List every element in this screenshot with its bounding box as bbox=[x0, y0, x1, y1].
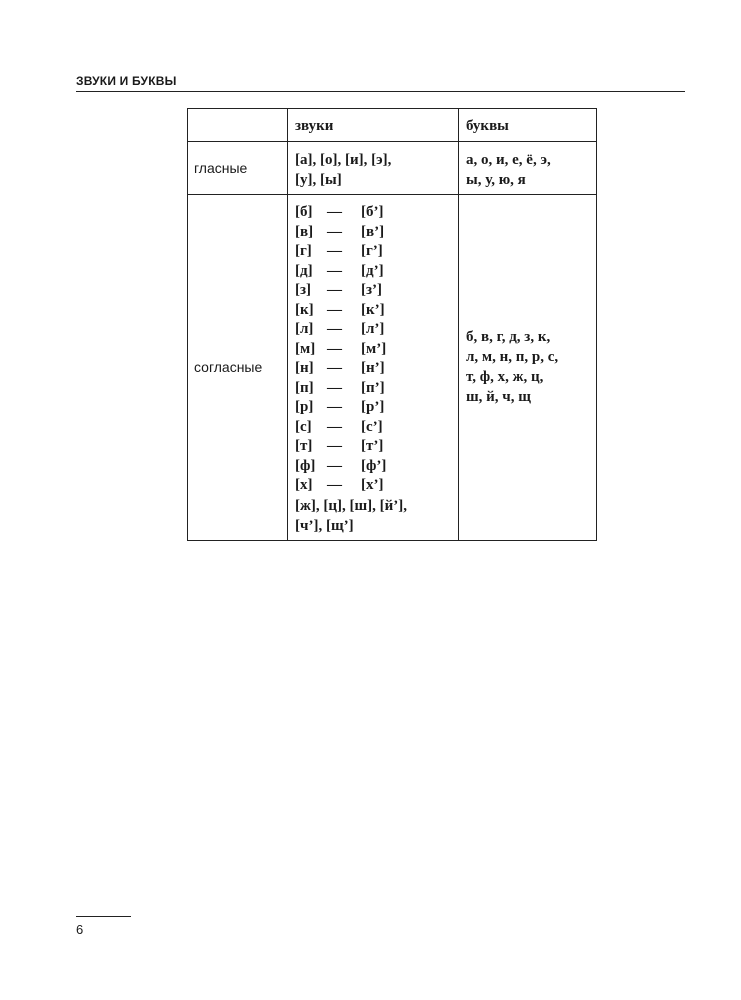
consonant-pair: [т] — [т’] bbox=[295, 438, 384, 454]
consonants-label: согласные bbox=[188, 195, 288, 541]
unpaired-consonants-line: [ч’], [щ’] bbox=[295, 517, 354, 534]
consonant-letters-line: б, в, г, д, з, к, bbox=[466, 329, 551, 346]
header-sounds: звуки bbox=[295, 118, 334, 134]
consonant-pair: [к] — [к’] bbox=[295, 301, 385, 318]
consonant-pair: [ф] — [ф’] bbox=[295, 457, 387, 474]
consonants-row bbox=[188, 195, 597, 541]
consonant-pair: [р] — [р’] bbox=[295, 399, 385, 415]
vowel-sounds-line: [у], [ы] bbox=[295, 172, 342, 188]
consonant-pair: [х] — [х’] bbox=[295, 477, 384, 493]
vowel-letters-line: а, о, и, е, ё, э, bbox=[466, 152, 551, 168]
vowels-label: гласные bbox=[188, 142, 288, 195]
consonant-pair: [н] — [н’] bbox=[295, 360, 385, 376]
footer-rule bbox=[76, 916, 131, 917]
page-number: 6 bbox=[76, 922, 84, 937]
consonant-pair: [л] — [л’] bbox=[295, 321, 385, 337]
vowel-letters-line: ы, у, ю, я bbox=[466, 172, 526, 188]
consonant-pair: [п] — [п’] bbox=[295, 379, 385, 396]
vowel-sounds-line: [а], [о], [и], [э], bbox=[295, 152, 392, 168]
header-letters: буквы bbox=[466, 118, 509, 134]
vowel-letters-cell bbox=[459, 142, 597, 195]
consonant-letters-line: ш, й, ч, щ bbox=[466, 389, 531, 406]
consonant-letters-line: т, ф, х, ж, ц, bbox=[466, 369, 544, 386]
consonant-pair: [г] — [г’] bbox=[295, 243, 383, 259]
header-sounds-cell bbox=[288, 109, 459, 142]
vowel-sounds-cell bbox=[288, 142, 459, 195]
consonant-sounds-cell bbox=[288, 195, 459, 541]
consonant-pair: [б] — [б’] bbox=[295, 204, 384, 220]
unpaired-consonants-line: [ж], [ц], [ш], [й’], bbox=[295, 497, 408, 514]
header-letters-cell bbox=[459, 109, 597, 142]
consonant-pair: [з] — [з’] bbox=[295, 282, 383, 298]
header-empty-cell bbox=[188, 109, 288, 142]
table-header-row bbox=[188, 109, 597, 142]
consonant-letters-line: л, м, н, п, р, с, bbox=[466, 349, 559, 366]
consonant-pair: [в] — [в’] bbox=[295, 223, 385, 240]
consonant-letters-cell bbox=[459, 195, 597, 541]
consonant-pair: [д] — [д’] bbox=[295, 262, 384, 279]
section-title: ЗВУКИ И БУКВЫ bbox=[76, 74, 177, 88]
header-rule bbox=[76, 91, 685, 92]
consonant-pair: [с] — [с’] bbox=[295, 418, 383, 435]
vowels-row bbox=[188, 142, 597, 195]
sounds-letters-table bbox=[187, 108, 597, 541]
consonant-pair: [м] — [м’] bbox=[295, 340, 387, 357]
